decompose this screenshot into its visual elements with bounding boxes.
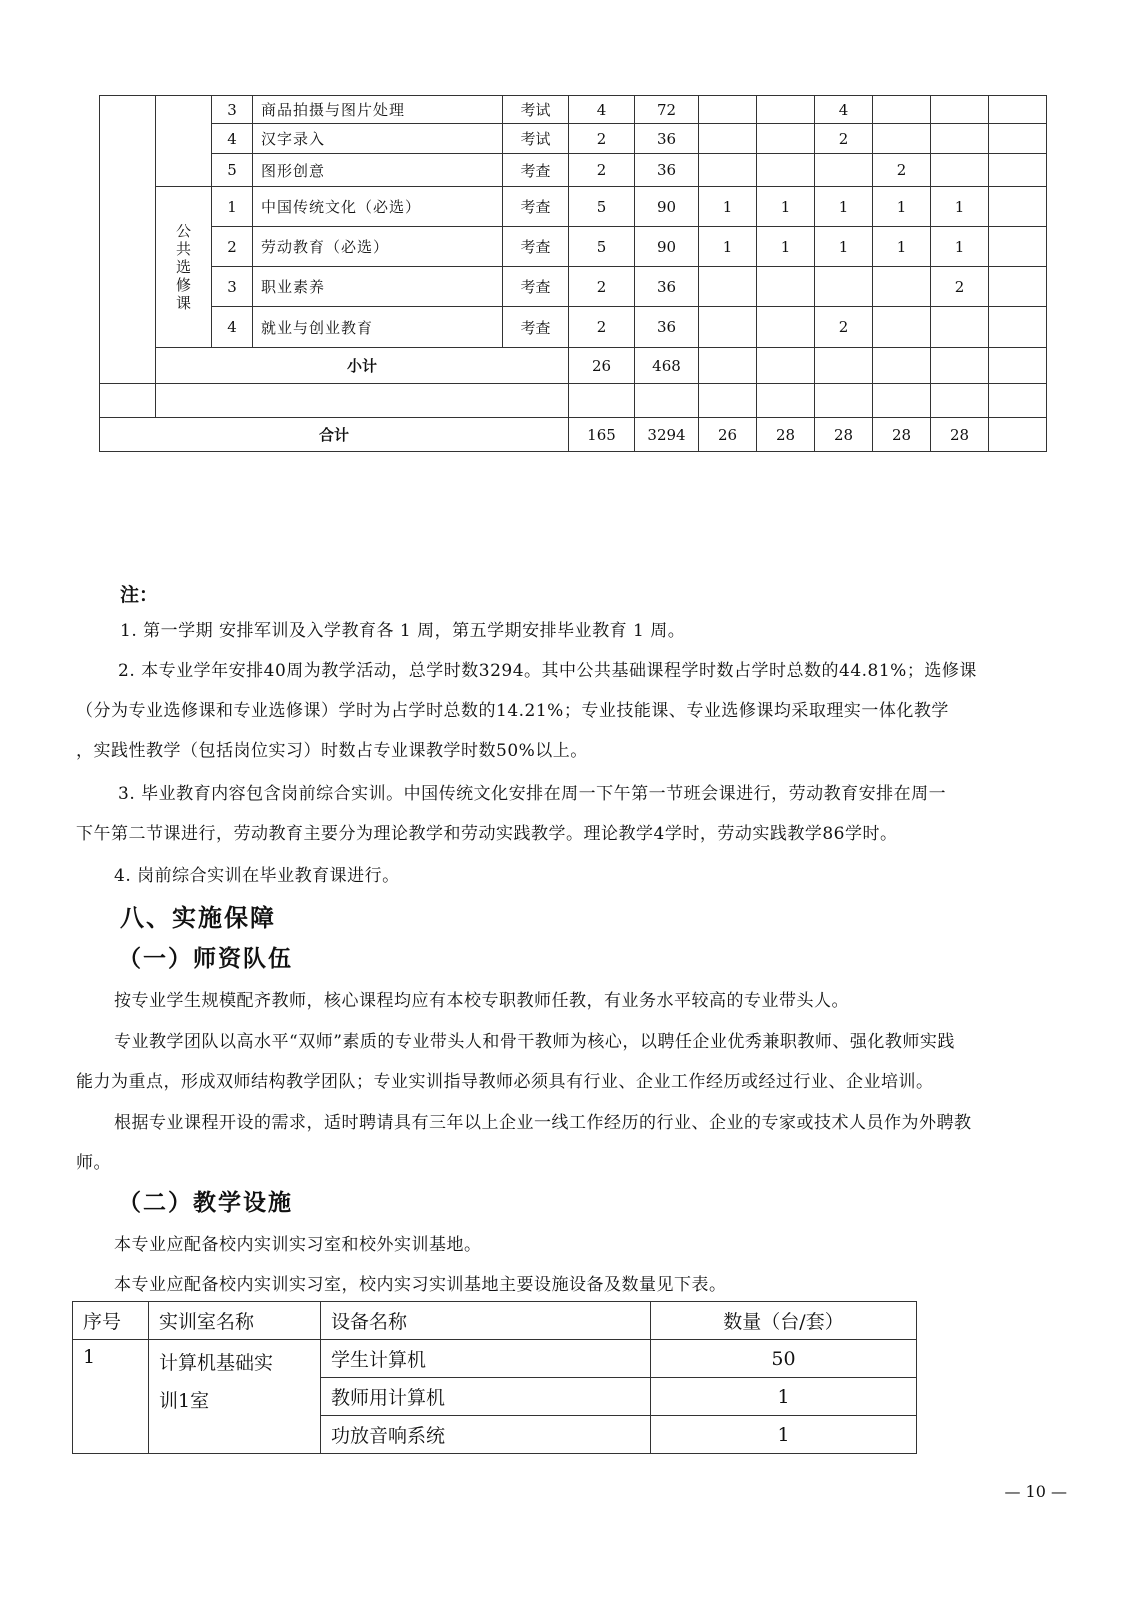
table-row (100, 96, 1047, 124)
subtotal-label: 小计 (156, 348, 569, 384)
semester-2 (757, 154, 815, 187)
subtotal-credit: 26 (569, 348, 635, 384)
row-number: 4 (212, 124, 253, 154)
col-header-equipment: 设备名称 (321, 1302, 651, 1340)
total-hours: 3294 (635, 418, 699, 452)
assessment: 考试 (503, 124, 569, 154)
note-1: 1. 第一学期 安排军训及入学教育各 1 周，第五学期安排毕业教育 1 周。 (120, 621, 686, 641)
semester-1 (699, 124, 757, 154)
hours: 36 (635, 267, 699, 307)
semester-5 (931, 154, 989, 187)
semester-3: 1 (815, 187, 873, 227)
table-row (100, 154, 1047, 187)
row-number: 2 (212, 227, 253, 267)
table-row (100, 227, 1047, 267)
elective-category-label: 公共选修课 (175, 222, 191, 312)
total-semester-5: 28 (931, 418, 989, 452)
assessment: 考查 (503, 227, 569, 267)
note-4: 4. 岗前综合实训在毕业教育课进行。 (114, 866, 400, 886)
credit: 4 (569, 96, 635, 124)
teachers-para-2-line-2: 能力为重点，形成双师结构教学团队；专业实训指导教师必须具有行业、企业工作经历或经过行业、企业培训。 (76, 1072, 934, 1092)
equipment-qty: 1 (651, 1416, 917, 1454)
semester-3: 4 (815, 96, 873, 124)
teachers-para-3-line-2: 师。 (76, 1153, 111, 1173)
hours: 36 (635, 124, 699, 154)
semester-6 (989, 96, 1047, 124)
hours: 90 (635, 227, 699, 267)
row-number: 1 (73, 1340, 149, 1454)
notes-heading: 注： (120, 584, 159, 606)
course-schedule-table (99, 95, 1047, 452)
subcategory-cell (156, 96, 212, 187)
note-2-line-2: （分为专业选修课和专业选修课）学时为占学时总数的14.21%；专业技能课、专业选修课均采取理实一体化教学 (76, 701, 949, 721)
credit: 2 (569, 124, 635, 154)
table-row (73, 1340, 917, 1378)
hours: 36 (635, 154, 699, 187)
total-semester-4: 28 (873, 418, 931, 452)
semester-2 (757, 267, 815, 307)
table-header-row (73, 1302, 917, 1340)
table-row (100, 307, 1047, 348)
note-2-line-3: ，实践性教学（包括岗位实习）时数占专业课教学时数50%以上。 (76, 741, 588, 761)
semester-1: 1 (699, 187, 757, 227)
semester-2 (757, 307, 815, 348)
semester-6 (989, 124, 1047, 154)
table-row (100, 187, 1047, 227)
semester-6 (989, 307, 1047, 348)
equipment-name: 教师用计算机 (321, 1378, 651, 1416)
facilities-para-1: 本专业应配备校内实训实习室和校外实训基地。 (114, 1235, 482, 1255)
semester-6 (989, 227, 1047, 267)
assessment: 考查 (503, 187, 569, 227)
assessment: 考查 (503, 154, 569, 187)
semester-2 (757, 124, 815, 154)
semester-4 (873, 124, 931, 154)
subtotal-row (100, 348, 1047, 384)
category-cell (100, 96, 156, 348)
total-row (100, 418, 1047, 452)
equipment-name: 学生计算机 (321, 1340, 651, 1378)
semester-4: 1 (873, 227, 931, 267)
credit: 2 (569, 154, 635, 187)
row-number: 4 (212, 307, 253, 348)
col-header-room: 实训室名称 (149, 1302, 321, 1340)
course-name: 职业素养 (253, 267, 503, 307)
total-label: 合计 (100, 418, 569, 452)
equipment-qty: 1 (651, 1378, 917, 1416)
equipment-name: 功放音响系统 (321, 1416, 651, 1454)
course-name: 图形创意 (253, 154, 503, 187)
semester-3: 2 (815, 307, 873, 348)
note-3-line-2: 下午第二节课进行，劳动教育主要分为理论教学和劳动实践教学。理论教学4学时，劳动实践教学86学时。 (76, 824, 898, 844)
semester-3 (815, 267, 873, 307)
semester-5: 1 (931, 187, 989, 227)
equipment-qty: 50 (651, 1340, 917, 1378)
row-number: 3 (212, 96, 253, 124)
course-name: 中国传统文化（必选） (253, 187, 503, 227)
subtotal-hours: 468 (635, 348, 699, 384)
subsection-teachers: （一）师资队伍 (118, 946, 293, 972)
semester-3: 2 (815, 124, 873, 154)
total-semester-1: 26 (699, 418, 757, 452)
course-name: 商品拍摄与图片处理 (253, 96, 503, 124)
elective-category-cell (156, 187, 212, 348)
credit: 5 (569, 227, 635, 267)
semester-1: 1 (699, 227, 757, 267)
total-semester-2: 28 (757, 418, 815, 452)
note-2-line-1: 2. 本专业学年安排40周为教学活动，总学时数3294。其中公共基础课程学时数占学时总数的44.81%；选修课 (118, 661, 977, 681)
row-number: 5 (212, 154, 253, 187)
semester-2: 1 (757, 227, 815, 267)
semester-1 (699, 96, 757, 124)
course-name: 汉字录入 (253, 124, 503, 154)
hours: 72 (635, 96, 699, 124)
teachers-para-1: 按专业学生规模配齐教师，核心课程均应有本校专职教师任教，有业务水平较高的专业带头人。 (114, 991, 849, 1011)
credit: 2 (569, 267, 635, 307)
credit: 2 (569, 307, 635, 348)
hours: 90 (635, 187, 699, 227)
semester-3: 1 (815, 227, 873, 267)
semester-4 (873, 267, 931, 307)
room-name (149, 1340, 321, 1454)
semester-4 (873, 307, 931, 348)
semester-5: 2 (931, 267, 989, 307)
teachers-para-3-line-1: 根据专业课程开设的需求，适时聘请具有三年以上企业一线工作经历的行业、企业的专家或技术人员作为外聘教 (114, 1113, 972, 1133)
semester-4: 1 (873, 187, 931, 227)
semester-4: 2 (873, 154, 931, 187)
semester-1 (699, 154, 757, 187)
note-3-line-1: 3. 毕业教育内容包含岗前综合实训。中国传统文化安排在周一下午第一节班会课进行，劳动教育安排在周一 (118, 784, 947, 804)
semester-5 (931, 124, 989, 154)
semester-2 (757, 96, 815, 124)
subsection-facilities: （二）教学设施 (118, 1190, 293, 1216)
semester-5 (931, 307, 989, 348)
semester-6 (989, 267, 1047, 307)
credit: 5 (569, 187, 635, 227)
semester-6 (989, 187, 1047, 227)
assessment: 考查 (503, 267, 569, 307)
course-name: 就业与创业教育 (253, 307, 503, 348)
room-name-line-2: 训1室 (159, 1390, 210, 1412)
equipment-table (72, 1301, 917, 1454)
assessment: 考查 (503, 307, 569, 348)
total-credit: 165 (569, 418, 635, 452)
semester-1 (699, 267, 757, 307)
semester-4 (873, 96, 931, 124)
course-name: 劳动教育（必选） (253, 227, 503, 267)
facilities-para-2: 本专业应配备校内实训实习室，校内实习实训基地主要设施设备及数量见下表。 (114, 1275, 727, 1295)
semester-5: 1 (931, 227, 989, 267)
hours: 36 (635, 307, 699, 348)
table-row (100, 267, 1047, 307)
total-semester-3: 28 (815, 418, 873, 452)
room-name-line-1: 计算机基础实 (159, 1352, 274, 1374)
teachers-para-2-line-1: 专业教学团队以高水平“双师”素质的专业带头人和骨干教师为核心，以聘任企业优秀兼职教师、强化教师实践 (114, 1032, 955, 1052)
semester-2: 1 (757, 187, 815, 227)
semester-6 (989, 154, 1047, 187)
col-header-quantity: 数量（台/套） (651, 1302, 917, 1340)
total-semester-6 (989, 418, 1047, 452)
col-header-no: 序号 (73, 1302, 149, 1340)
section-title: 八、实施保障 (120, 904, 276, 932)
blank-row (100, 384, 1047, 418)
row-number: 1 (212, 187, 253, 227)
row-number: 3 (212, 267, 253, 307)
semester-3 (815, 154, 873, 187)
assessment: 考试 (503, 96, 569, 124)
table-row (100, 124, 1047, 154)
page-number: — 10 — (1004, 1482, 1067, 1501)
semester-1 (699, 307, 757, 348)
semester-5 (931, 96, 989, 124)
